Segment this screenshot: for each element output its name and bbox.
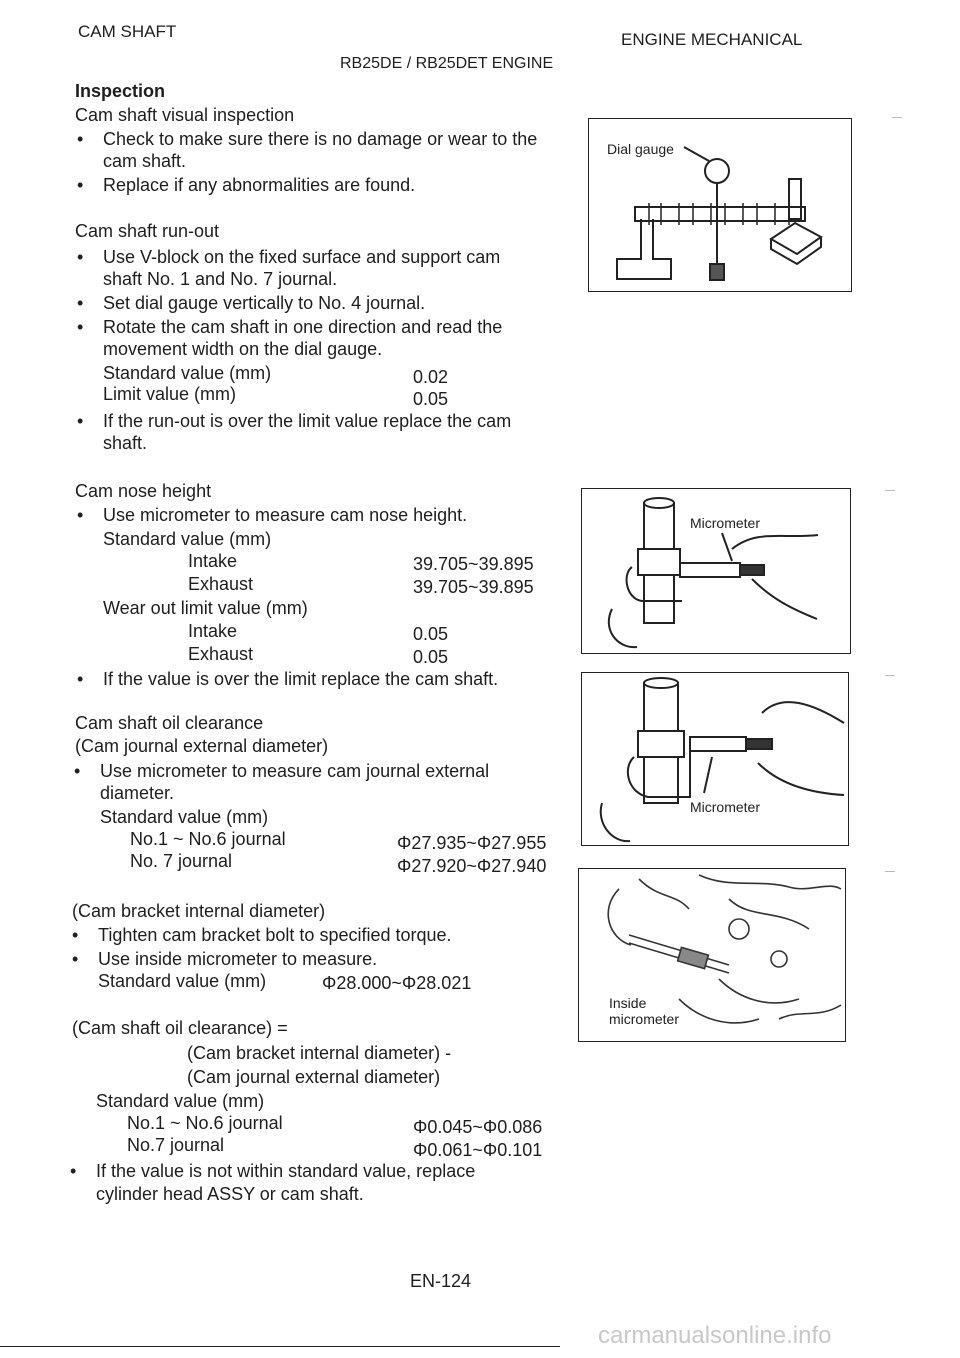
bracket-internal-subtitle: (Cam bracket internal diameter) (72, 901, 326, 921)
micrometer-label-1: Micrometer (690, 515, 761, 531)
journal-1-6-label: No.1 ~ No.6 journal (130, 829, 286, 849)
runout-bullet-3: • Rotate the cam shaft in one direction and read the (103, 316, 502, 338)
engine-subtitle: RB25DE / RB25DET ENGINE (340, 55, 554, 72)
page-number: EN-124 (410, 1271, 472, 1291)
visual-bullet-1-cont: cam shaft. (103, 151, 187, 171)
clearance-1-6-value: Φ0.045~Φ0.086 (413, 1117, 543, 1137)
formula-line-2: (Cam bracket internal diameter) - (187, 1043, 452, 1063)
micrometer-nose-figure (581, 488, 851, 654)
nose-wear-exhaust-label: Exhaust (188, 644, 254, 664)
runout-limit-value: 0.05 (413, 389, 449, 409)
footer-rule (0, 1346, 560, 1347)
nose-intake-value: 39.705~39.895 (413, 554, 534, 574)
oil-bullet-4-cont: cylinder head ASSY or cam shaft. (96, 1184, 364, 1204)
clearance-1-6-label: No.1 ~ No.6 journal (127, 1113, 283, 1133)
journal-1-6-value: Φ27.935~Φ27.955 (397, 833, 547, 853)
runout-standard-label: Standard value (mm) (103, 363, 272, 383)
visual-bullet-1: • Check to make sure there is no damage or wear to the (103, 128, 537, 150)
oil-bullet-2: • Tighten cam bracket bolt to specified torque. (98, 924, 452, 946)
bracket-standard-label: Standard value (mm) (98, 971, 267, 991)
nose-wear-intake-label: Intake (188, 621, 238, 641)
clearance-standard-label: Standard value (mm) (96, 1091, 265, 1111)
watermark: carmanualsonline.info (598, 1322, 832, 1349)
runout-bullet-1-cont: shaft No. 1 and No. 7 journal. (103, 269, 338, 289)
inside-label: Inside (609, 995, 647, 1011)
journal-standard-label: Standard value (mm) (100, 807, 269, 827)
runout-bullet-2: • Set dial gauge vertically to No. 4 journal. (103, 292, 425, 314)
nose-exhaust-label: Exhaust (188, 574, 254, 594)
oil-bullet-3: • Use inside micrometer to measure. (98, 948, 377, 970)
margin-mark (885, 675, 895, 676)
nose-wear-exhaust-value: 0.05 (413, 647, 449, 667)
visual-bullet-2: • Replace if any abnormalities are found. (103, 174, 415, 196)
chapter-title: ENGINE MECHANICAL (621, 30, 803, 49)
oil-clearance-title: Cam shaft oil clearance (75, 713, 264, 733)
runout-bullet-4-cont: shaft. (103, 433, 148, 453)
nose-bullet-2: • If the value is over the limit replace the cam shaft. (103, 668, 498, 690)
runout-title: Cam shaft run-out (75, 221, 220, 241)
clearance-7-label: No.7 journal (127, 1135, 225, 1155)
clearance-7-value: Φ0.061~Φ0.101 (413, 1140, 543, 1160)
micrometer-journal-illustration (582, 673, 848, 845)
runout-bullet-1: • Use V-block on the fixed surface and support cam (103, 246, 500, 268)
formula-line-3: (Cam journal external diameter) (187, 1067, 441, 1087)
visual-inspection-title: Cam shaft visual inspection (75, 105, 295, 125)
micrometer-label-2: Micrometer (690, 799, 761, 815)
inspection-heading: Inspection (75, 81, 166, 101)
journal-7-label: No. 7 journal (130, 851, 233, 871)
margin-mark (892, 117, 902, 118)
nose-exhaust-value: 39.705~39.895 (413, 577, 534, 597)
nose-intake-label: Intake (188, 551, 238, 571)
oil-bullet-1-cont: diameter. (100, 783, 175, 803)
dial-gauge-figure (588, 118, 852, 292)
margin-mark (885, 490, 895, 491)
runout-bullet-3-cont: movement width on the dial gauge. (103, 339, 383, 359)
formula-line-1: (Cam shaft oil clearance) = (72, 1018, 288, 1038)
journal-7-value: Φ27.920~Φ27.940 (397, 856, 547, 876)
margin-mark (885, 871, 895, 872)
nose-bullet-1: • Use micrometer to measure cam nose height. (103, 504, 467, 526)
journal-external-subtitle: (Cam journal external diameter) (75, 736, 329, 756)
runout-standard-value: 0.02 (413, 367, 449, 387)
nose-standard-label: Standard value (mm) (103, 529, 272, 549)
nose-height-title: Cam nose height (75, 481, 212, 501)
oil-bullet-1: • Use micrometer to measure cam journal external (100, 760, 489, 782)
inside-micrometer-figure (578, 868, 846, 1042)
oil-bullet-4: • If the value is not within standard value, replace (96, 1160, 475, 1182)
micrometer-journal-figure (581, 672, 849, 846)
section-title: CAM SHAFT (78, 22, 177, 41)
runout-bullet-4: • If the run-out is over the limit value replace the cam (103, 410, 511, 432)
micrometer-cam-nose-illustration (582, 489, 850, 653)
inside-micrometer-label: micrometer (609, 1011, 680, 1027)
nose-wear-intake-value: 0.05 (413, 624, 449, 644)
nose-wear-label: Wear out limit value (mm) (103, 598, 308, 618)
bracket-standard-value: Φ28.000~Φ28.021 (322, 973, 472, 993)
runout-limit-label: Limit value (mm) (103, 384, 237, 404)
dial-gauge-label: Dial gauge (607, 141, 674, 157)
